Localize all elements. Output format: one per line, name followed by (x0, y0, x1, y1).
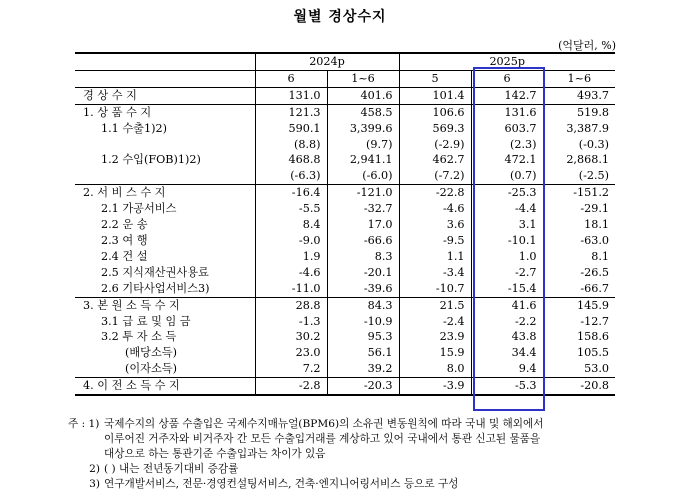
table-cell: 1.9 (255, 249, 327, 265)
table-cell: 519.8 (543, 104, 615, 120)
row-label: 3.2 투 자 소 득 (101, 330, 177, 344)
table-cell: 43.8 (471, 329, 543, 345)
table-cell: -9.0 (255, 233, 327, 249)
table-cell: 84.3 (327, 297, 399, 313)
note-text: 대상으로 하는 통관기준 수출입과는 차이가 있음 (104, 448, 326, 460)
row-label: 2.4 건 설 (101, 249, 148, 263)
table-cell: 28.8 (255, 297, 327, 313)
note-text: 국제수지의 상품 수출입은 국제수지매뉴얼(BPM6)의 소유권 변동원칙에 따라 국내 및 해외에서 (104, 418, 544, 430)
table-cell: 472.1 (471, 152, 543, 168)
table-cell: -121.0 (327, 185, 399, 201)
row-label: (이자소득) (125, 362, 177, 376)
table-cell: (-2.9) (399, 137, 471, 153)
notes-prefix: 주 : (68, 418, 89, 430)
table-row (75, 152, 615, 168)
row-label: 경 상 수 지 (75, 87, 255, 104)
row-label (75, 137, 255, 153)
footnotes (68, 417, 658, 492)
table-cell: -151.2 (543, 185, 615, 201)
table-cell: 34.4 (471, 345, 543, 361)
row-label: 3.1 급 료 및 임 금 (101, 314, 191, 328)
table-cell: (-6.3) (255, 168, 327, 184)
table-cell: 53.0 (543, 361, 615, 377)
table-row (75, 361, 615, 377)
footnote-2 (68, 462, 658, 477)
table-cell: 106.6 (399, 104, 471, 120)
table-cell: 131.6 (471, 104, 543, 120)
table-cell: 8.4 (255, 217, 327, 233)
table-cell: 158.6 (543, 329, 615, 345)
table-cell: -12.7 (543, 314, 615, 330)
table-cell: -2.2 (471, 314, 543, 330)
table-cell: -2.8 (255, 378, 327, 395)
table-cell: 121.3 (255, 104, 327, 120)
table-cell: (9.7) (327, 137, 399, 153)
table-row (75, 265, 615, 281)
table-cell: -5.3 (471, 378, 543, 395)
row-label (75, 168, 255, 184)
row-label: 1.2 수입(FOB)1)2) (101, 153, 201, 167)
table-cell: 131.0 (255, 87, 327, 104)
table-cell: -4.4 (471, 201, 543, 217)
table-cell: -20.1 (327, 265, 399, 281)
row-label: 2.1 가공서비스 (101, 202, 177, 216)
table-cell: 8.1 (543, 249, 615, 265)
month-header: 6 (471, 70, 543, 87)
table-row (75, 281, 615, 297)
table-row (75, 217, 615, 233)
table-row (75, 121, 615, 137)
table-cell: 1.1 (399, 249, 471, 265)
table-cell: -63.0 (543, 233, 615, 249)
table-row (75, 314, 615, 330)
table-cell: -2.7 (471, 265, 543, 281)
note-key: 2) (89, 463, 100, 475)
table-cell: 2,941.1 (327, 152, 399, 168)
row-label: 4. 이 전 소 득 수 지 (75, 378, 255, 395)
table-cell: (8.8) (255, 137, 327, 153)
note-text: 연구개발서비스, 전문·경영컨설팅서비스, 건축·엔지니어링서비스 등으로 구성 (104, 478, 459, 490)
table-cell: 30.2 (255, 329, 327, 345)
row-label: 1.1 수출1)2) (101, 121, 167, 135)
table-cell: -22.8 (399, 185, 471, 201)
table-row (75, 233, 615, 249)
row-label: (배당소득) (125, 346, 177, 360)
month-header: 5 (399, 70, 471, 87)
header-blank (75, 53, 255, 70)
year-header-row (75, 53, 615, 70)
footnote-1 (68, 417, 658, 432)
table-cell: -5.5 (255, 201, 327, 217)
table-cell: 1.0 (471, 249, 543, 265)
table-cell: -4.6 (399, 201, 471, 217)
row-label: 3. 본 원 소 득 수 지 (75, 297, 255, 313)
table-cell: 39.2 (327, 361, 399, 377)
table-cell: 21.5 (399, 297, 471, 313)
row-label: 2.3 여 행 (101, 233, 148, 247)
table-row (75, 201, 615, 217)
unit-label: (억달러, %) (558, 39, 616, 52)
table-cell: 56.1 (327, 345, 399, 361)
row-label: 2.5 지식재산권사용료 (101, 265, 209, 279)
table-cell: -39.6 (327, 281, 399, 297)
note-text: 이루어진 거주자와 비거주자 간 모든 수출입거래를 계상하고 있어 국내에서 통관 신고된 물품을 (104, 433, 541, 445)
year-2024p: 2024p (255, 53, 399, 70)
row-label: 2.2 운 송 (101, 218, 148, 232)
table-row (75, 137, 615, 153)
table-cell: 145.9 (543, 297, 615, 313)
table-cell: -10.7 (399, 281, 471, 297)
table-cell: 401.6 (327, 87, 399, 104)
table-row (75, 378, 615, 395)
page-title: 월별 경상수지 (293, 9, 387, 25)
table-cell: -29.1 (543, 201, 615, 217)
table-cell: 15.9 (399, 345, 471, 361)
table-cell: 8.0 (399, 361, 471, 377)
row-label: 2.6 기타사업서비스3) (101, 281, 210, 295)
table-row (75, 297, 615, 313)
month-header-row (75, 70, 615, 87)
table-cell: -11.0 (255, 281, 327, 297)
table-cell: 569.3 (399, 121, 471, 137)
table-cell: -25.3 (471, 185, 543, 201)
table-cell: 95.3 (327, 329, 399, 345)
table-cell: -16.4 (255, 185, 327, 201)
table-cell: -20.3 (327, 378, 399, 395)
table-cell: -2.4 (399, 314, 471, 330)
table-cell: 8.3 (327, 249, 399, 265)
table-cell: -26.5 (543, 265, 615, 281)
month-header: 6 (255, 70, 327, 87)
table-cell: -3.9 (399, 378, 471, 395)
month-header: 1~6 (327, 70, 399, 87)
table-cell: (0.7) (471, 168, 543, 184)
note-text: ( ) 내는 전년동기대비 증감률 (104, 463, 239, 475)
table-cell: 3,387.9 (543, 121, 615, 137)
table-cell: -3.4 (399, 265, 471, 281)
note-key: 3) (89, 478, 100, 490)
table-cell: 7.2 (255, 361, 327, 377)
table-row (75, 104, 615, 120)
table-cell: 3,399.6 (327, 121, 399, 137)
header-blank (75, 70, 255, 87)
table-cell: -20.8 (543, 378, 615, 395)
table-row (75, 185, 615, 201)
table-cell: 41.6 (471, 297, 543, 313)
table-cell: -1.3 (255, 314, 327, 330)
table-cell: -66.6 (327, 233, 399, 249)
table-cell: -4.6 (255, 265, 327, 281)
table-cell: 493.7 (543, 87, 615, 104)
table-cell: -10.9 (327, 314, 399, 330)
table-cell: -10.1 (471, 233, 543, 249)
table-cell: 23.0 (255, 345, 327, 361)
table-cell: 3.1 (471, 217, 543, 233)
table-cell: 2,868.1 (543, 152, 615, 168)
table-cell: 9.4 (471, 361, 543, 377)
table-cell: (-7.2) (399, 168, 471, 184)
table-cell: (-6.0) (327, 168, 399, 184)
table-cell: 105.5 (543, 345, 615, 361)
footnote-3 (68, 477, 658, 492)
table-cell: -66.7 (543, 281, 615, 297)
table-cell: 468.8 (255, 152, 327, 168)
row-label: 1. 상 품 수 지 (75, 104, 255, 120)
table-cell: (-2.5) (543, 168, 615, 184)
table-row (75, 249, 615, 265)
table-cell: (2.3) (471, 137, 543, 153)
current-account-table (75, 52, 615, 396)
table-cell: 18.1 (543, 217, 615, 233)
year-2025p: 2025p (399, 53, 615, 70)
table-cell: 101.4 (399, 87, 471, 104)
table-cell: 590.1 (255, 121, 327, 137)
table-cell: 17.0 (327, 217, 399, 233)
table-cell: 458.5 (327, 104, 399, 120)
table-cell: 603.7 (471, 121, 543, 137)
table-cell: 142.7 (471, 87, 543, 104)
table-cell: -9.5 (399, 233, 471, 249)
table-cell: 462.7 (399, 152, 471, 168)
month-header: 1~6 (543, 70, 615, 87)
total-row (75, 87, 615, 104)
table-cell: -15.4 (471, 281, 543, 297)
table-row (75, 345, 615, 361)
row-label: 2. 서 비 스 수 지 (75, 185, 255, 201)
note-key: 1) (88, 418, 100, 430)
table-row (75, 168, 615, 184)
table-cell: 3.6 (399, 217, 471, 233)
table-row (75, 329, 615, 345)
table-cell: (-0.3) (543, 137, 615, 153)
table-cell: 23.9 (399, 329, 471, 345)
table-cell: -32.7 (327, 201, 399, 217)
